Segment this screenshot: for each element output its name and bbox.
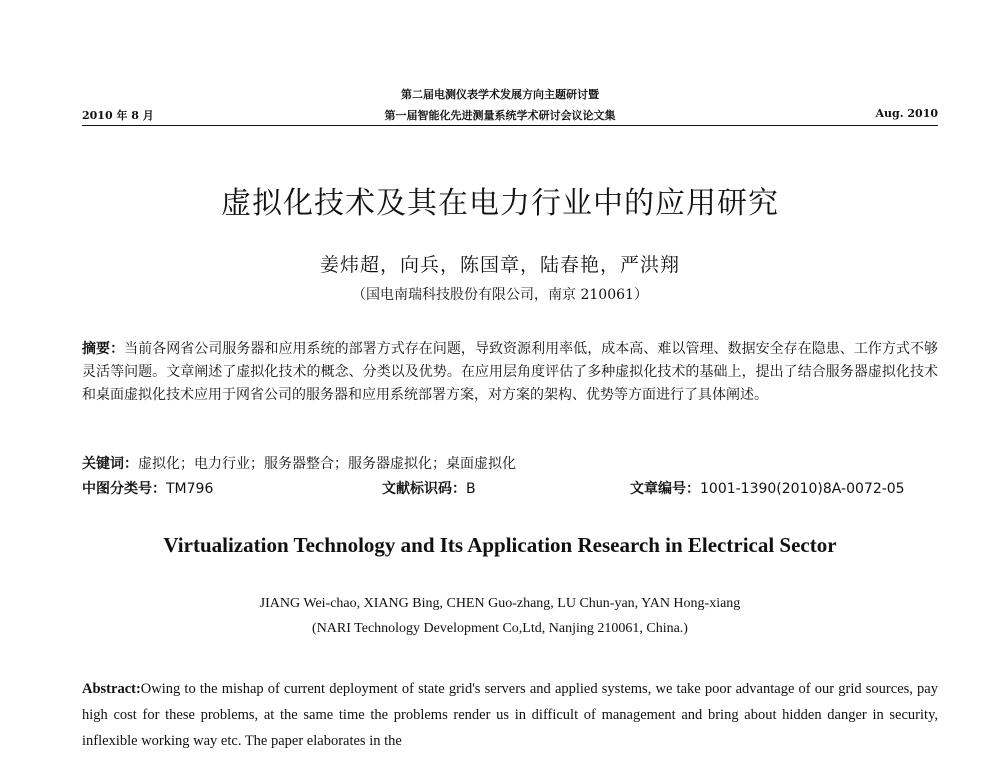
keywords-text: 虚拟化；电力行业；服务器整合；服务器虚拟化；桌面虚拟化	[138, 456, 516, 472]
clc-number	[82, 478, 213, 498]
clc-label: 中图分类号：	[82, 481, 166, 497]
affiliation-cn: （国电南瑞科技股份有限公司，南京 210061）	[352, 287, 648, 303]
article-number	[630, 478, 905, 498]
clc-value: TM796	[166, 481, 214, 497]
authors-en: JIANG Wei-chao, XIANG Bing, CHEN Guo-zhang, LU Chun-yan, YAN Hong-xiang	[259, 596, 741, 611]
abstract-en-text: Owing to the mishap of current deployment of state grid's servers and applied systems, we take poor advantage of our grid sources, pay high cost for these problems, at the same time the problems render us in difficult of management and bring about hidden danger in security, inflexible working way etc. The paper elaborates in the	[82, 681, 938, 749]
paper-title-en: Virtualization Technology and Its Application Research in Electrical Sector	[163, 533, 837, 557]
keywords-label: 关键词：	[82, 456, 138, 472]
article-no-label: 文章编号：	[630, 481, 700, 497]
classification-row	[82, 478, 938, 498]
abstract-cn-text: 当前各网省公司服务器和应用系统的部署方式存在问题，导致资源利用率低，成本高、难以管理、数据安全存在隐患、工作方式不够灵活等问题。文章阐述了虚拟化技术的概念、分类以及优势。在应用层角度评估了多种虚拟化技术的基础上，提出了结合服务器虚拟化技术和桌面虚拟化技术应用于网省公司的服务器和应用系统部署方案，对方案的架构、优势等方面进行了具体阐述。	[82, 341, 939, 403]
paper-title-cn: 虚拟化技术及其在电力行业中的应用研究	[221, 186, 779, 221]
doc-code-label: 文献标识码：	[382, 481, 466, 497]
abstract-en	[82, 676, 938, 754]
affiliation-en: (NARI Technology Development Co,Ltd, Nanjing 210061, China.)	[312, 621, 688, 636]
conference-title-line1: 第二届电测仪表学术发展方向主题研讨暨	[401, 88, 599, 101]
conference-title-line2: 第一届智能化先进测量系统学术研讨会议论文集	[384, 109, 616, 122]
header-divider	[82, 125, 938, 126]
doc-code-value: B	[466, 481, 476, 497]
header-date-en: Aug. 2010	[875, 107, 938, 120]
authors-cn: 姜炜超，向兵，陈国章，陆春艳，严洪翔	[319, 254, 680, 276]
header-date-cn: 2010 年 8 月	[82, 109, 154, 122]
abstract-cn-label: 摘要：	[82, 341, 125, 357]
abstract-en-label: Abstract:	[82, 681, 141, 697]
keywords	[82, 453, 938, 473]
abstract-cn	[82, 338, 938, 407]
document-code	[382, 478, 476, 498]
article-no-value: 1001-1390(2010)8A-0072-05	[700, 481, 905, 497]
